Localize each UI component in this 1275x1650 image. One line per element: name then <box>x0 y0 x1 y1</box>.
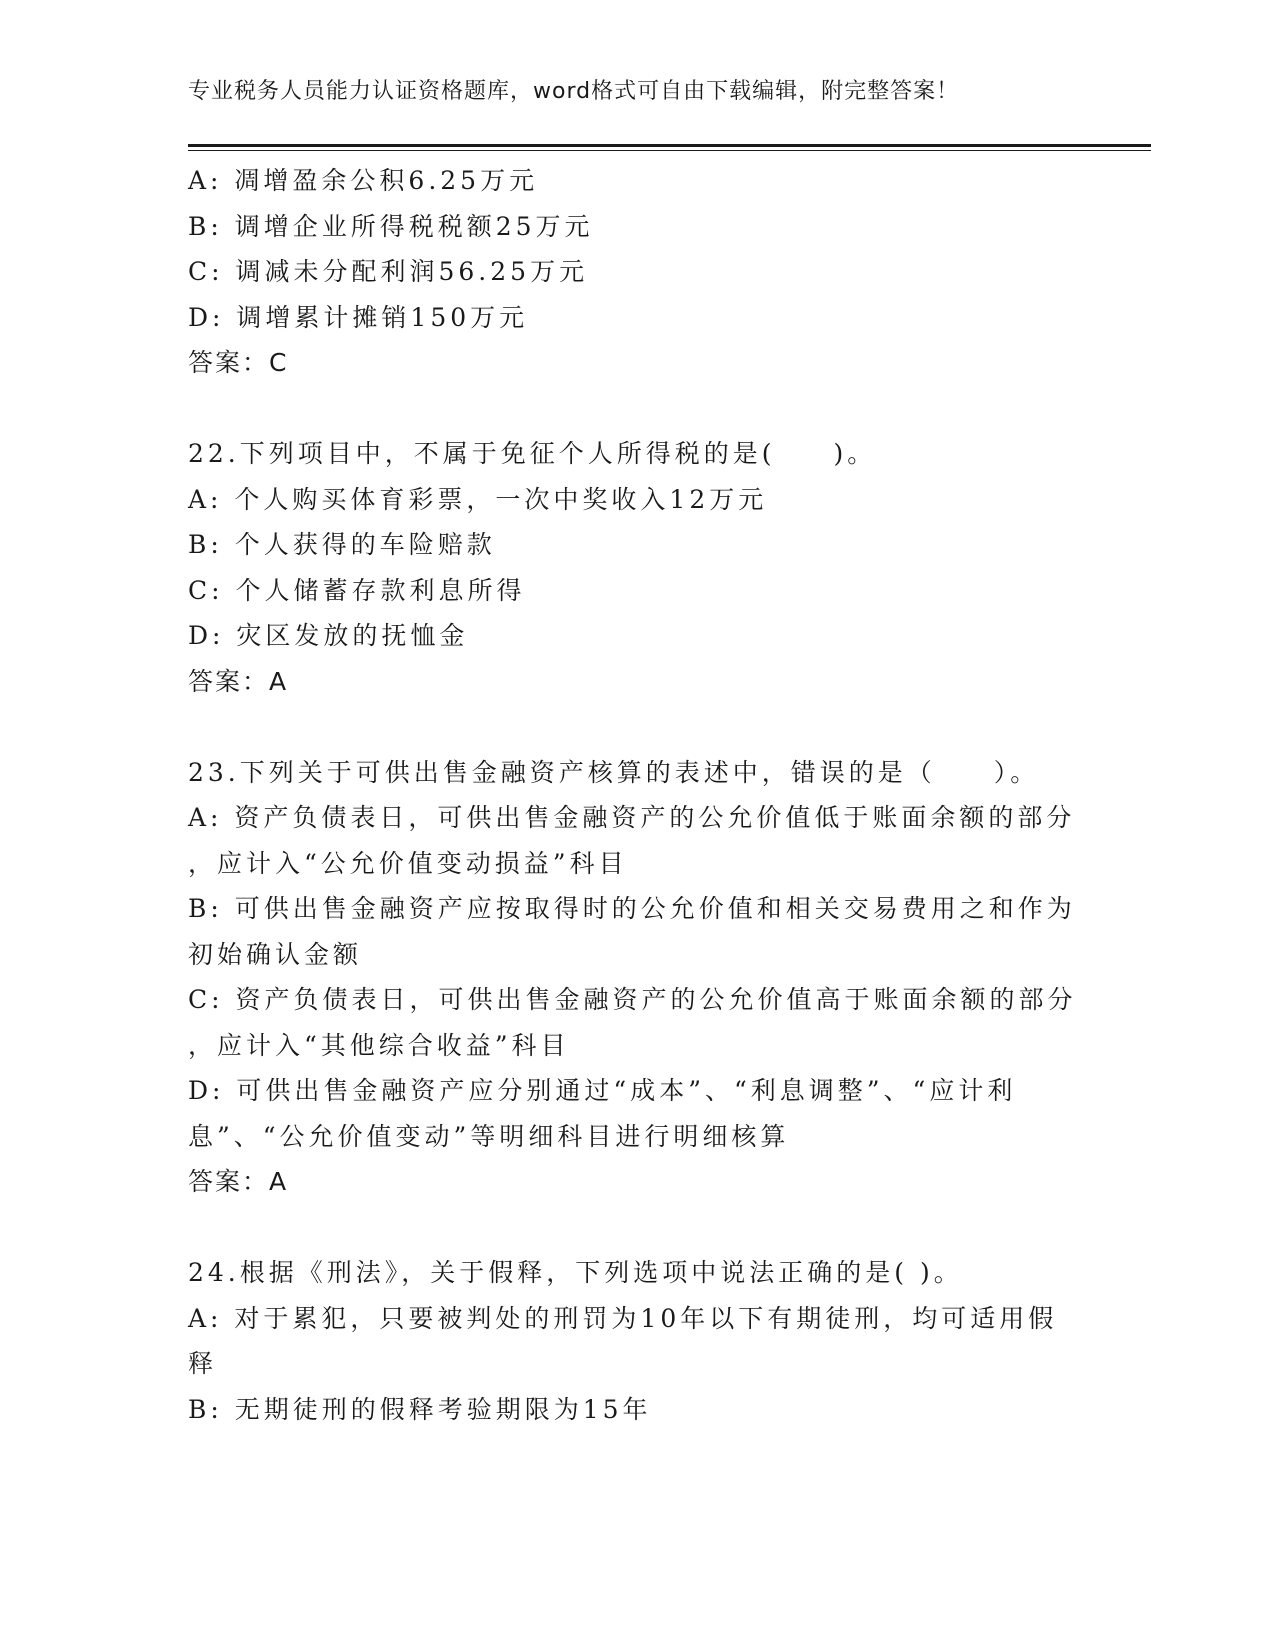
option-line: A: 个人购买体育彩票，一次中奖收入12万元 <box>188 484 768 514</box>
option-line: C: 调减未分配利润56.25万元 <box>188 257 589 286</box>
option-line: A: 资产负债表日，可供出售金融资产的公允价值低于账面余额的部分 <box>188 803 1076 832</box>
spacer <box>188 704 1088 750</box>
option-line: D: 可供出售金融资产应分别通过“成本”、“利息调整”、“应计利 <box>188 1076 1017 1105</box>
option-line: B: 个人获得的车险赔款 <box>188 530 496 559</box>
option-line-continued: 初始确认金额 <box>188 939 363 969</box>
question-content <box>188 158 1088 1432</box>
option-line: D: 调增累计摊销150万元 <box>188 302 529 332</box>
option-line: A: 凋增盈余公积6.25万元 <box>188 166 539 195</box>
spacer <box>188 386 1088 432</box>
option-line: B: 可供出售金融资产应按取得时的公允价值和相关交易费用之和作为 <box>188 894 1076 923</box>
question-stem: 23.下列关于可供出售金融资产核算的表述中，错误的是（ ）。 <box>188 757 1040 787</box>
question-stem: 24.根据《刑法》，关于假释，下列选项中说法正确的是( )。 <box>188 1258 963 1287</box>
page-header: 专业税务人员能力认证资格题库，word格式可自由下载编辑，附完整答案！ <box>188 79 960 104</box>
option-line: D: 灾区发放的抚恤金 <box>188 621 469 650</box>
answer-line: 答案：A <box>188 1167 289 1196</box>
option-line: C: 个人储蓄存款利息所得 <box>188 575 526 605</box>
answer-line: 答案：A <box>188 666 289 696</box>
option-line-continued: ，应计入“其他综合收益”科目 <box>188 1030 570 1060</box>
question-stem: 22.下列项目中，不属于免征个人所得税的是( )。 <box>188 439 877 468</box>
header-rule-thick <box>188 144 1151 147</box>
answer-line: 答案：C <box>188 348 289 377</box>
option-line: B: 调增企业所得税税额25万元 <box>188 211 594 241</box>
option-line-continued: 息”、“公允价值变动”等明细科目进行明细核算 <box>188 1121 790 1151</box>
option-line-continued: 释 <box>188 1349 218 1378</box>
option-line-continued: ，应计入“公允价值变动损益”科目 <box>188 848 628 878</box>
spacer <box>188 1205 1088 1251</box>
option-line: A: 对于累犯，只要被判处的刑罚为10年以下有期徒刑，均可适用假 <box>188 1303 1058 1333</box>
option-line: B: 无期徒刑的假释考验期限为15年 <box>188 1394 652 1424</box>
header-rule-thin <box>188 150 1151 151</box>
option-line: C: 资产负债表日，可供出售金融资产的公允价值高于账面余额的部分 <box>188 985 1077 1014</box>
